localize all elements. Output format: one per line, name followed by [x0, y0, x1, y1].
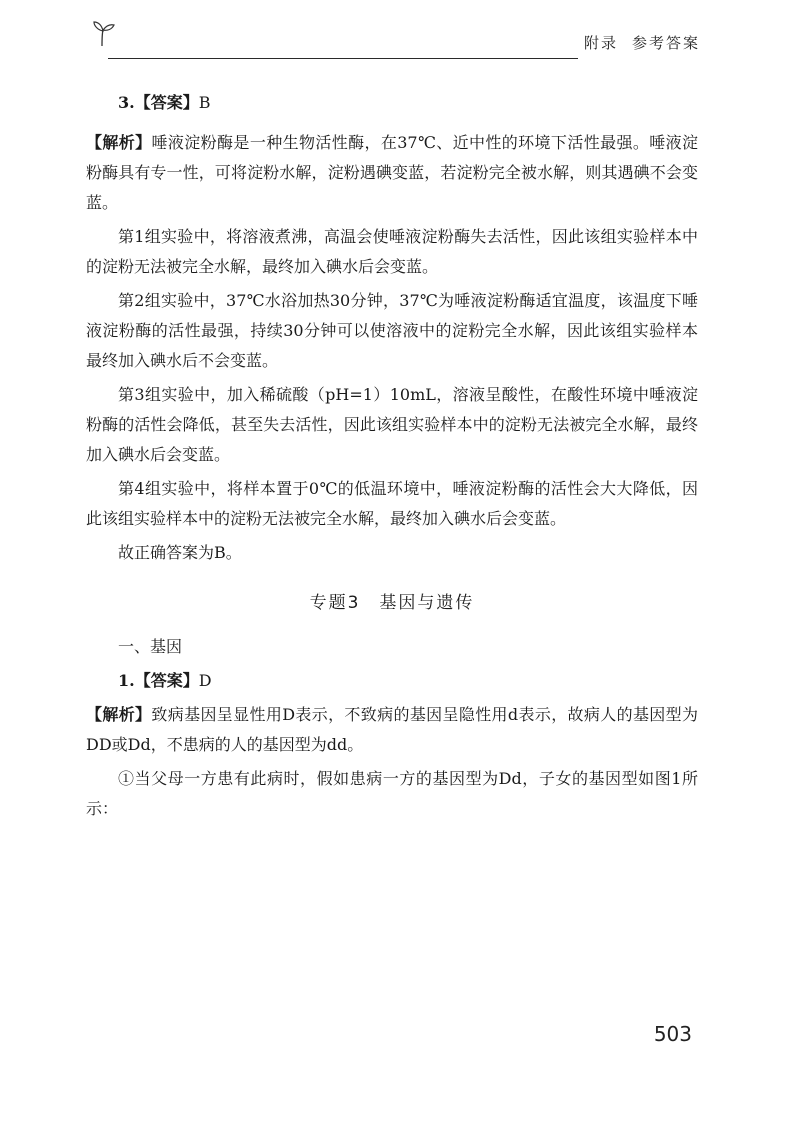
q3-answer-label: 3.【答案】	[118, 93, 199, 112]
q3-para-1: 第1组实验中，将溶液煮沸，高温会使唾液淀粉酶失去活性，因此该组实验样本中的淀粉无法被完全水解，最终加入碘水后会变蓝。	[86, 227, 698, 276]
sprout-icon	[88, 18, 118, 48]
q3-analysis	[86, 128, 698, 218]
q1-answer	[118, 666, 698, 696]
page-content	[86, 88, 698, 828]
q3-para-3: 第3组实验中，加入稀硫酸（pH=1）10mL，溶液呈酸性，在酸性环境中唾液淀粉酶的活性会降低，甚至失去活性，因此该组实验样本中的淀粉无法被完全水解，最终加入碘水后会变蓝。	[86, 385, 698, 464]
header-title: 参考答案	[631, 34, 700, 52]
q1-para-1: ①当父母一方患有此病时，假如患病一方的基因型为Dd，子女的基因型如图1所示：	[86, 769, 698, 818]
q1-analysis	[86, 700, 698, 760]
q1-answer-value: D	[198, 671, 212, 690]
q3-analysis-text: 唾液淀粉酶是一种生物活性酶，在37℃、近中性的环境下活性最强。唾液淀粉酶具有专一性，可将淀粉水解，淀粉遇碘变蓝，若淀粉完全被水解，则其遇碘不会变蓝。	[86, 133, 698, 212]
q3-answer-value: B	[198, 93, 211, 112]
page-header	[88, 18, 700, 58]
header-rule	[108, 58, 578, 59]
page-number: 503	[653, 1022, 692, 1046]
q1-analysis-text: 致病基因呈显性用D表示，不致病的基因呈隐性用d表示，故病人的基因型为DD或Dd，不患病的人的基因型为dd。	[86, 705, 698, 754]
section-title: 专题3 基因与遗传	[309, 593, 475, 613]
section-subtitle: 一、基因	[118, 637, 183, 656]
header-section: 附录	[583, 34, 618, 52]
q3-conclusion: 故正确答案为B。	[118, 543, 242, 562]
q1-analysis-label: 【解析】	[86, 705, 152, 724]
q3-para-2: 第2组实验中，37℃水浴加热30分钟，37℃为唾液淀粉酶适宜温度，该温度下唾液淀粉酶的活性最强，持续30分钟可以使溶液中的淀粉完全水解，因此该组实验样本最终加入碘水后不会变蓝。	[86, 291, 698, 370]
header-label	[584, 32, 700, 53]
q3-analysis-label: 【解析】	[86, 133, 152, 152]
q1-answer-label: 1.【答案】	[118, 671, 199, 690]
q3-answer	[118, 88, 698, 118]
q3-para-4: 第4组实验中，将样本置于0℃的低温环境中，唾液淀粉酶的活性会大大降低，因此该组实验样本中的淀粉无法被完全水解，最终加入碘水后会变蓝。	[86, 479, 698, 528]
